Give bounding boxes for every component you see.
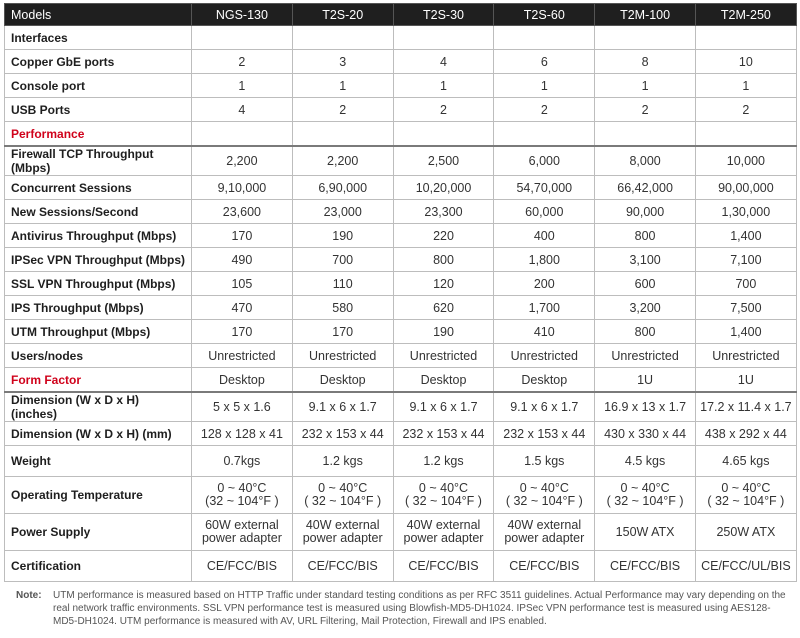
table-cell: 700 — [292, 248, 393, 272]
table-cell: 800 — [595, 224, 696, 248]
row-label: Console port — [5, 74, 192, 98]
table-cell: 6,90,000 — [292, 176, 393, 200]
row-label: Form Factor — [5, 368, 192, 393]
table-row — [5, 50, 797, 74]
table-cell: 620 — [393, 296, 494, 320]
row-label: Concurrent Sessions — [5, 176, 192, 200]
table-cell: 60,000 — [494, 200, 595, 224]
table-cell: 40W external power adapter — [292, 514, 393, 551]
table-cell: 200 — [494, 272, 595, 296]
footnote-text: UTM performance is measured based on HTTP Traffic under standard testing conditions as per RFC 3511 guidelines. Actual Performance may vary depending on the real network traffic environments. SSL VPN performance test is measured using Blowfish-MD5-DH1024. IPSec VPN performance test is measured using AES128-MD5-DH1024. UTM performance is measured with AV, URL Filtering, Mail Protection, Firewall and IPS enabled. — [53, 590, 786, 627]
table-cell: 470 — [192, 296, 293, 320]
table-cell: 1,700 — [494, 296, 595, 320]
table-cell: 800 — [595, 320, 696, 344]
table-cell: 17.2 x 11.4 x 1.7 — [695, 392, 796, 422]
table-cell — [393, 26, 494, 50]
row-label: Dimension (W x D x H) (inches) — [5, 392, 192, 422]
table-row — [5, 368, 797, 393]
table-cell — [494, 122, 595, 147]
table-cell: Unrestricted — [393, 344, 494, 368]
table-cell: 1 — [695, 74, 796, 98]
table-cell: 6 — [494, 50, 595, 74]
table-cell: 2 — [393, 98, 494, 122]
row-label: Dimension (W x D x H) (mm) — [5, 422, 192, 446]
table-cell: 23,600 — [192, 200, 293, 224]
header-cell: T2S-60 — [494, 4, 595, 26]
table-cell: CE/FCC/BIS — [292, 551, 393, 582]
row-label: SSL VPN Throughput (Mbps) — [5, 272, 192, 296]
table-cell: CE/FCC/UL/BIS — [695, 551, 796, 582]
table-cell: 1.2 kgs — [292, 446, 393, 477]
table-cell: Unrestricted — [494, 344, 595, 368]
table-cell: 580 — [292, 296, 393, 320]
row-label: New Sessions/Second — [5, 200, 192, 224]
table-cell: 40W external power adapter — [494, 514, 595, 551]
table-cell — [494, 26, 595, 50]
table-cell: 438 x 292 x 44 — [695, 422, 796, 446]
row-label: USB Ports — [5, 98, 192, 122]
table-cell: 2 — [292, 98, 393, 122]
table-cell: 60W external power adapter — [192, 514, 293, 551]
table-cell: 9.1 x 6 x 1.7 — [393, 392, 494, 422]
table-row — [5, 122, 797, 147]
table-cell: 90,00,000 — [695, 176, 796, 200]
table-row — [5, 551, 797, 582]
footnote-label: Note: — [16, 590, 42, 601]
table-cell: 232 x 153 x 44 — [393, 422, 494, 446]
table-row — [5, 176, 797, 200]
table-cell: 0 ~ 40°C (32 ~ 104°F ) — [192, 477, 293, 514]
table-cell: 4.65 kgs — [695, 446, 796, 477]
table-cell: 190 — [393, 320, 494, 344]
table-cell: 250W ATX — [695, 514, 796, 551]
table-cell: 1U — [595, 368, 696, 393]
table-cell: 5 x 5 x 1.6 — [192, 392, 293, 422]
table-cell: 120 — [393, 272, 494, 296]
table-cell: 0 ~ 40°C ( 32 ~ 104°F ) — [695, 477, 796, 514]
table-cell: 0 ~ 40°C ( 32 ~ 104°F ) — [393, 477, 494, 514]
table-cell: 800 — [393, 248, 494, 272]
table-cell: 110 — [292, 272, 393, 296]
table-cell: 2 — [192, 50, 293, 74]
table-cell: 23,000 — [292, 200, 393, 224]
table-cell: 1.5 kgs — [494, 446, 595, 477]
table-cell: 4 — [393, 50, 494, 74]
table-cell: 170 — [292, 320, 393, 344]
header-cell: T2M-100 — [595, 4, 696, 26]
row-label: Weight — [5, 446, 192, 477]
row-label: Certification — [5, 551, 192, 582]
table-cell: Desktop — [393, 368, 494, 393]
row-label: IPS Throughput (Mbps) — [5, 296, 192, 320]
table-cell: 2 — [494, 98, 595, 122]
table-cell: 600 — [595, 272, 696, 296]
table-cell: 90,000 — [595, 200, 696, 224]
table-cell: 1,400 — [695, 320, 796, 344]
table-cell: 7,100 — [695, 248, 796, 272]
table-row — [5, 74, 797, 98]
header-cell: T2M-250 — [695, 4, 796, 26]
row-label: Operating Temperature — [5, 477, 192, 514]
table-cell: 9,10,000 — [192, 176, 293, 200]
table-cell — [292, 122, 393, 147]
table-cell: 700 — [695, 272, 796, 296]
table-row — [5, 514, 797, 551]
row-label: Users/nodes — [5, 344, 192, 368]
table-row — [5, 422, 797, 446]
spec-table — [4, 3, 797, 582]
table-cell — [695, 26, 796, 50]
table-cell: 9.1 x 6 x 1.7 — [494, 392, 595, 422]
table-cell: 3 — [292, 50, 393, 74]
table-cell: Desktop — [292, 368, 393, 393]
table-row — [5, 26, 797, 50]
table-cell: 1 — [494, 74, 595, 98]
table-cell: Unrestricted — [595, 344, 696, 368]
table-cell: 170 — [192, 320, 293, 344]
header-cell: Models — [5, 4, 192, 26]
table-cell: 0 ~ 40°C ( 32 ~ 104°F ) — [595, 477, 696, 514]
table-cell: 0.7kgs — [192, 446, 293, 477]
table-cell: 105 — [192, 272, 293, 296]
row-label: Firewall TCP Throughput (Mbps) — [5, 146, 192, 176]
table-cell: 1 — [192, 74, 293, 98]
table-row — [5, 200, 797, 224]
header-cell: NGS-130 — [192, 4, 293, 26]
table-cell: CE/FCC/BIS — [192, 551, 293, 582]
table-cell — [292, 26, 393, 50]
table-cell: 190 — [292, 224, 393, 248]
table-cell: 232 x 153 x 44 — [292, 422, 393, 446]
table-cell: 1.2 kgs — [393, 446, 494, 477]
table-row — [5, 446, 797, 477]
table-cell: 8,000 — [595, 146, 696, 176]
table-cell: 3,200 — [595, 296, 696, 320]
table-row — [5, 146, 797, 176]
table-row — [5, 344, 797, 368]
table-cell: 2,500 — [393, 146, 494, 176]
table-cell: 10,000 — [695, 146, 796, 176]
table-cell: 16.9 x 13 x 1.7 — [595, 392, 696, 422]
table-cell: 1,400 — [695, 224, 796, 248]
table-cell: 150W ATX — [595, 514, 696, 551]
table-cell: 2,200 — [192, 146, 293, 176]
table-cell: Unrestricted — [292, 344, 393, 368]
row-label: Copper GbE ports — [5, 50, 192, 74]
table-cell: CE/FCC/BIS — [494, 551, 595, 582]
table-cell: 9.1 x 6 x 1.7 — [292, 392, 393, 422]
table-cell: 410 — [494, 320, 595, 344]
table-cell: 1 — [393, 74, 494, 98]
table-cell: 170 — [192, 224, 293, 248]
footnote — [16, 589, 792, 628]
table-cell — [695, 122, 796, 147]
table-cell: CE/FCC/BIS — [393, 551, 494, 582]
table-cell: 1,30,000 — [695, 200, 796, 224]
row-label: Power Supply — [5, 514, 192, 551]
table-cell — [595, 26, 696, 50]
table-cell: CE/FCC/BIS — [595, 551, 696, 582]
table-cell — [595, 122, 696, 147]
table-cell: 1U — [695, 368, 796, 393]
table-cell: 232 x 153 x 44 — [494, 422, 595, 446]
table-cell: 7,500 — [695, 296, 796, 320]
table-cell: 40W external power adapter — [393, 514, 494, 551]
table-cell: 1,800 — [494, 248, 595, 272]
table-cell: 2,200 — [292, 146, 393, 176]
table-cell: Unrestricted — [695, 344, 796, 368]
table-row — [5, 296, 797, 320]
table-cell: 8 — [595, 50, 696, 74]
table-cell: 10 — [695, 50, 796, 74]
table-cell: 400 — [494, 224, 595, 248]
table-cell: 4 — [192, 98, 293, 122]
table-cell: 2 — [695, 98, 796, 122]
row-label: Antivirus Throughput (Mbps) — [5, 224, 192, 248]
table-cell: Desktop — [192, 368, 293, 393]
table-cell: 0 ~ 40°C ( 32 ~ 104°F ) — [494, 477, 595, 514]
table-cell: 10,20,000 — [393, 176, 494, 200]
row-label: Interfaces — [5, 26, 192, 50]
table-cell: Unrestricted — [192, 344, 293, 368]
table-cell: Desktop — [494, 368, 595, 393]
header-row — [5, 4, 797, 26]
table-cell: 128 x 128 x 41 — [192, 422, 293, 446]
table-cell — [192, 26, 293, 50]
table-cell: 6,000 — [494, 146, 595, 176]
table-row — [5, 272, 797, 296]
table-row — [5, 98, 797, 122]
table-row — [5, 248, 797, 272]
table-cell: 4.5 kgs — [595, 446, 696, 477]
table-cell: 220 — [393, 224, 494, 248]
table-row — [5, 477, 797, 514]
table-cell: 430 x 330 x 44 — [595, 422, 696, 446]
row-label: Performance — [5, 122, 192, 147]
header-cell: T2S-30 — [393, 4, 494, 26]
row-label: IPSec VPN Throughput (Mbps) — [5, 248, 192, 272]
table-cell: 1 — [595, 74, 696, 98]
table-cell: 0 ~ 40°C ( 32 ~ 104°F ) — [292, 477, 393, 514]
table-row — [5, 392, 797, 422]
table-cell — [192, 122, 293, 147]
header-cell: T2S-20 — [292, 4, 393, 26]
table-row — [5, 320, 797, 344]
table-cell: 66,42,000 — [595, 176, 696, 200]
row-label: UTM Throughput (Mbps) — [5, 320, 192, 344]
table-cell: 54,70,000 — [494, 176, 595, 200]
table-cell: 1 — [292, 74, 393, 98]
table-cell — [393, 122, 494, 147]
table-cell: 2 — [595, 98, 696, 122]
table-row — [5, 224, 797, 248]
table-cell: 3,100 — [595, 248, 696, 272]
table-cell: 490 — [192, 248, 293, 272]
table-cell: 23,300 — [393, 200, 494, 224]
